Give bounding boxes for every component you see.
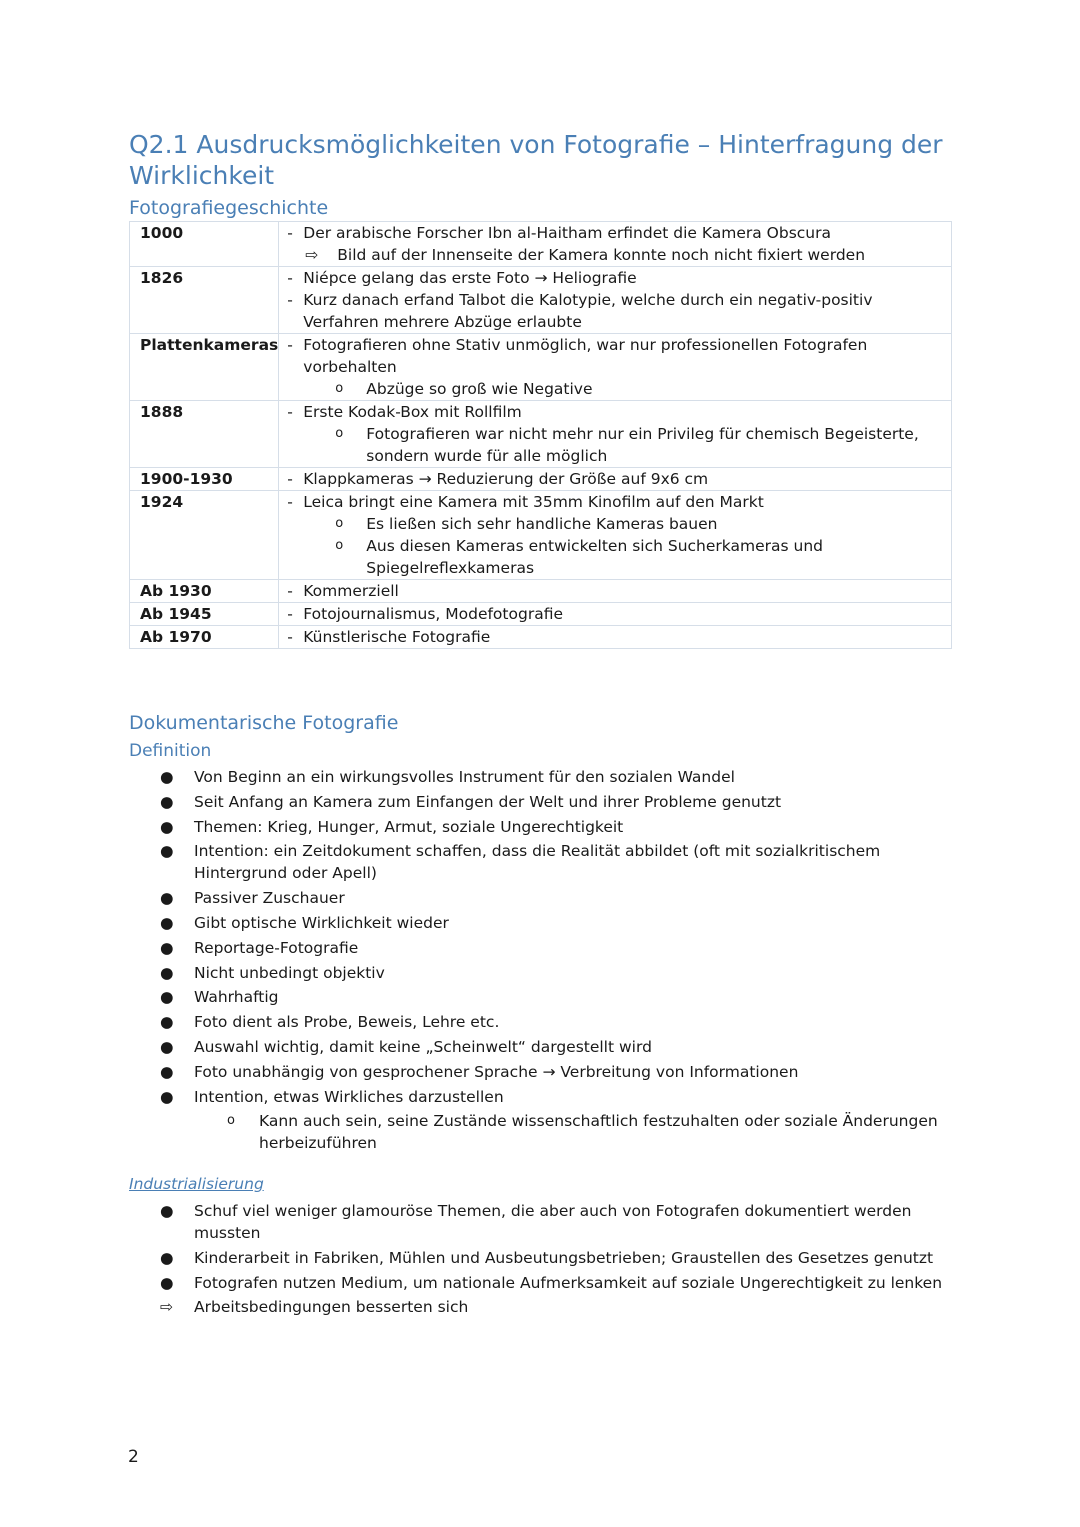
list-item [129,791,959,813]
list-item [129,1011,959,1033]
bullet-marker-icon: ● [160,1087,174,1106]
timeline-description [279,491,952,580]
list-item-text: Fotografen nutzen Medium, um nationale Aufmerksamkeit auf soziale Ungerechtigkeit zu lenken [194,1273,943,1292]
timeline-line [287,468,951,490]
definition-heading: Definition [129,741,212,761]
timeline-line [287,311,951,333]
dash-marker-icon: - [287,628,293,646]
timeline-line [287,445,951,467]
list-item [129,1296,959,1318]
bullet-marker-icon: ● [160,1202,174,1220]
list-item [129,887,959,909]
timeline-year: 1000 [130,222,279,267]
bullet-marker-icon: ● [160,768,174,786]
list-item-text: Passiver Zuschauer [194,889,345,908]
list-item-text: Intention: ein Zeitdokument schaffen, dass die Realität abbildet (oft mit sozialkritischem Hintergrund oder Apell) [194,842,881,883]
timeline-line-text: Es ließen sich sehr handliche Kameras bauen [366,515,718,533]
timeline-description [279,222,952,267]
timeline-year: 1826 [130,267,279,334]
timeline-line [287,535,951,557]
timeline-line-text: Niépce gelang das erste Foto → Heliografie [303,269,637,287]
section-heading-documentary: Dokumentarische Fotografie [129,712,399,734]
list-item [129,816,959,838]
list-item-text: Schuf viel weniger glamouröse Themen, die aber auch von Fotografen dokumentiert werden mussten [194,1202,912,1242]
page-title: Q2.1 Ausdrucksmöglichkeiten von Fotografie – Hinterfragung der Wirklichkeit [129,130,943,190]
timeline-row [130,626,952,649]
timeline-line [287,244,951,266]
bullet-marker-icon: ● [160,842,174,861]
bullet-marker-icon: ● [160,1013,174,1032]
list-item-text: Reportage-Fotografie [194,938,359,957]
timeline-line [287,334,951,356]
dash-marker-icon: - [287,493,293,511]
timeline-line [287,626,951,648]
list-item [129,766,959,788]
timeline-line-text: Fotografieren war nicht mehr nur ein Privileg für chemisch Begeisterte, [366,425,919,443]
list-item-text: Von Beginn an ein wirkungsvolles Instrument für den sozialen Wandel [194,768,735,786]
list-item [129,1200,959,1244]
industrialisierung-heading: Industrialisierung [129,1175,264,1193]
list-item-text: Kinderarbeit in Fabriken, Mühlen und Ausbeutungsbetrieben; Graustellen des Gesetzes genutzt [194,1248,934,1267]
timeline-line [287,603,951,625]
timeline-line-text: sondern wurde für alle möglich [366,447,608,465]
dash-marker-icon: - [287,605,293,623]
list-item-text: Nicht unbedingt objektiv [194,963,385,982]
timeline-year: Ab 1930 [130,580,279,603]
timeline-line [287,378,951,400]
list-item-text: Foto unabhängig von gesprochener Sprache → Verbreitung von Informationen [194,1062,799,1081]
timeline-row [130,334,952,401]
list-item [129,1272,959,1294]
timeline-line-text: Fotografieren ohne Stativ unmöglich, war nur professionellen Fotografen [303,336,868,354]
bullet-marker-icon: ● [160,1062,174,1081]
list-item [129,937,959,959]
list-item [129,1086,959,1108]
timeline-row [130,580,952,603]
bullet-marker-icon: ● [160,792,174,811]
list-item [129,986,959,1008]
list-item-text: Themen: Krieg, Hunger, Armut, soziale Ungerechtigkeit [194,817,624,836]
bullet-marker-icon: ● [160,817,174,836]
definition-list [129,766,959,1157]
timeline-line-text: Erste Kodak-Box mit Rollfilm [303,403,522,421]
circle-marker-icon: o [335,381,344,396]
dash-marker-icon: - [287,470,293,488]
dash-marker-icon: - [287,224,293,242]
bullet-marker-icon: ● [160,963,174,982]
timeline-line [287,222,951,244]
circle-marker-icon: o [335,516,344,531]
timeline-line [287,491,951,513]
dash-marker-icon: - [287,582,293,600]
page-number: 2 [128,1447,139,1467]
timeline-description [279,626,952,649]
bullet-marker-icon: ● [160,889,174,908]
section-heading-history: Fotografiegeschichte [129,197,329,219]
timeline-description [279,603,952,626]
timeline-line [287,513,951,535]
bullet-marker-icon: ● [160,1248,174,1267]
timeline-line [287,580,951,602]
list-item [129,1110,959,1154]
arrow-marker-icon: ⇨ [305,246,319,264]
dash-marker-icon: - [287,403,293,421]
bullet-marker-icon: ● [160,1273,174,1292]
list-item-text: Foto dient als Probe, Beweis, Lehre etc. [194,1013,500,1032]
timeline-line-text: Klappkameras → Reduzierung der Größe auf 9x6 cm [303,470,709,488]
list-item [129,1061,959,1083]
circle-marker-icon: o [335,538,344,553]
timeline-row [130,491,952,580]
timeline-line-text: Verfahren mehrere Abzüge erlaubte [303,313,582,331]
timeline-line-text: Fotojournalismus, Modefotografie [303,605,563,623]
timeline-line-text: Leica bringt eine Kamera mit 35mm Kinofilm auf den Markt [303,493,764,511]
timeline-line [287,423,951,445]
timeline-line-text: Bild auf der Innenseite der Kamera konnte noch nicht fixiert werden [337,246,866,264]
list-item-text: Gibt optische Wirklichkeit wieder [194,913,449,932]
bullet-marker-icon: ● [160,1037,174,1056]
timeline-line-text: Kurz danach erfand Talbot die Kalotypie, welche durch ein negativ-positiv [303,291,873,309]
list-item-text: Auswahl wichtig, damit keine „Scheinwelt“ dargestellt wird [194,1037,652,1056]
timeline-description [279,580,952,603]
list-item-text: Wahrhaftig [194,988,279,1007]
timeline-line-text: Der arabische Forscher Ibn al-Haitham erfindet die Kamera Obscura [303,224,831,242]
timeline-line-text: Abzüge so groß wie Negative [366,380,593,398]
timeline-line [287,401,951,423]
list-item-text: Seit Anfang an Kamera zum Einfangen der Welt und ihrer Probleme genutzt [194,792,782,811]
timeline-description [279,401,952,468]
dash-marker-icon: - [287,291,293,309]
timeline-line-text: Spiegelreflexkameras [366,559,535,577]
timeline-year: 1924 [130,491,279,580]
timeline-table [129,221,952,649]
timeline-line-text: vorbehalten [303,358,397,376]
bullet-marker-icon: ● [160,913,174,932]
dash-marker-icon: - [287,269,293,287]
timeline-year: 1900-1930 [130,468,279,491]
timeline-year: 1888 [130,401,279,468]
circle-marker-icon: o [227,1113,235,1129]
list-item [129,962,959,984]
list-item [129,1036,959,1058]
timeline-line-text: Aus diesen Kameras entwickelten sich Sucherkameras und [366,537,823,555]
list-item-text: Intention, etwas Wirkliches darzustellen [194,1087,504,1106]
bullet-marker-icon: ● [160,988,174,1007]
timeline-year: Plattenkameras [130,334,279,401]
timeline-line [287,267,951,289]
timeline-row [130,222,952,267]
timeline-description [279,468,952,491]
timeline-year: Ab 1970 [130,626,279,649]
timeline-row [130,267,952,334]
timeline-row [130,401,952,468]
list-item-text: Arbeitsbedingungen besserten sich [194,1298,469,1317]
industrialisierung-list [129,1200,959,1321]
list-item-text: Kann auch sein, seine Zustände wissenschaftlich festzuhalten oder soziale Änderungen herbeizuführen [259,1112,938,1153]
list-item [129,912,959,934]
timeline-row [130,603,952,626]
timeline-line-text: Kommerziell [303,582,399,600]
arrow-marker-icon: ⇨ [160,1298,173,1317]
timeline-line-text: Künstlerische Fotografie [303,628,491,646]
timeline-description [279,267,952,334]
timeline-row [130,468,952,491]
timeline-description [279,334,952,401]
list-item [129,1247,959,1269]
timeline-year: Ab 1945 [130,603,279,626]
bullet-marker-icon: ● [160,938,174,957]
timeline-line [287,356,951,378]
timeline-line [287,289,951,311]
dash-marker-icon: - [287,336,293,354]
circle-marker-icon: o [335,426,344,441]
timeline-line [287,557,951,579]
list-item [129,840,959,884]
